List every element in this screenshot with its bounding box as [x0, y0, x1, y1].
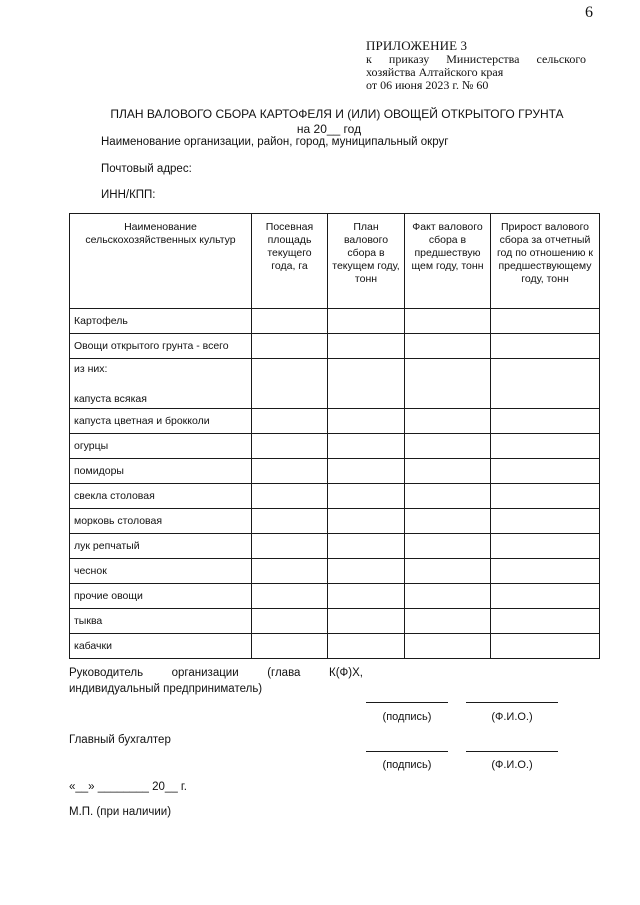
- table-cell[interactable]: [252, 309, 328, 334]
- table-cell[interactable]: [405, 609, 491, 634]
- organization-field-label: Наименование организации, район, город, муниципальный округ: [101, 136, 449, 148]
- row-label: тыква: [70, 609, 252, 634]
- head-word-4: К(Ф)Х,: [329, 667, 363, 679]
- table-cell[interactable]: [252, 584, 328, 609]
- table-cell[interactable]: [252, 334, 328, 359]
- table-cell[interactable]: [405, 534, 491, 559]
- header-crop-name: Наименование сельскохозяйственных культур: [70, 214, 252, 309]
- table-cell[interactable]: [252, 634, 328, 659]
- table-cell[interactable]: [405, 359, 491, 409]
- table-row: [70, 459, 600, 484]
- table-cell[interactable]: [405, 409, 491, 434]
- table-cell[interactable]: [405, 634, 491, 659]
- accountant-name-line[interactable]: [466, 751, 558, 752]
- appendix-ministry-line: хозяйства Алтайского края: [366, 65, 504, 79]
- appendix-date-line: от 06 июня 2023 г. № 60: [366, 78, 489, 92]
- table-cell[interactable]: [491, 409, 600, 434]
- table-cell[interactable]: [491, 484, 600, 509]
- table-cell[interactable]: [328, 609, 405, 634]
- head-of-organization-label: [69, 667, 363, 679]
- row-label: морковь столовая: [70, 509, 252, 534]
- table-row: [70, 509, 600, 534]
- table-row: [70, 559, 600, 584]
- table-cell[interactable]: [405, 484, 491, 509]
- date-line[interactable]: «__» ________ 20__ г.: [69, 781, 187, 793]
- table-cell[interactable]: [252, 409, 328, 434]
- table-cell[interactable]: [328, 309, 405, 334]
- table-cell[interactable]: [328, 584, 405, 609]
- table-row: [70, 609, 600, 634]
- stamp-label: М.П. (при наличии): [69, 806, 172, 818]
- table-cell[interactable]: [252, 359, 328, 409]
- head-name-caption: (Ф.И.О.): [491, 711, 533, 723]
- table-cell[interactable]: [491, 359, 600, 409]
- table-cell[interactable]: [405, 459, 491, 484]
- row-label-group: [70, 359, 252, 409]
- header-planned-harvest: План валового сбора в текущем году, тонн: [328, 214, 405, 309]
- row-label: помидоры: [70, 459, 252, 484]
- row-label: Картофель: [70, 309, 252, 334]
- table-cell[interactable]: [491, 459, 600, 484]
- row-label: капуста всякая: [74, 392, 147, 405]
- table-header-row: [70, 214, 600, 309]
- head-word-1: Руководитель: [69, 667, 144, 679]
- table-cell[interactable]: [328, 634, 405, 659]
- head-of-organization-label-line2: индивидуальный предприниматель): [69, 683, 263, 695]
- table-cell[interactable]: [491, 334, 600, 359]
- appendix-title: ПРИЛОЖЕНИЕ 3: [366, 38, 468, 53]
- table-cell[interactable]: [405, 434, 491, 459]
- table-cell[interactable]: [252, 609, 328, 634]
- table-cell[interactable]: [252, 484, 328, 509]
- row-label: чеснок: [70, 559, 252, 584]
- table-cell[interactable]: [328, 534, 405, 559]
- accountant-signature-line[interactable]: [366, 751, 448, 752]
- row-subheading: из них:: [74, 362, 108, 375]
- table-cell[interactable]: [491, 559, 600, 584]
- table-cell[interactable]: [491, 309, 600, 334]
- document-title-block: [0, 107, 640, 137]
- page-number: 6: [585, 4, 593, 21]
- row-label: кабачки: [70, 634, 252, 659]
- document-year-line: на 20__ год: [296, 122, 362, 136]
- table-cell[interactable]: [252, 459, 328, 484]
- table-cell[interactable]: [491, 634, 600, 659]
- header-sown-area: Посевная площадь текущего года, га: [252, 214, 328, 309]
- table-cell[interactable]: [491, 584, 600, 609]
- table-row: [70, 409, 600, 434]
- table-row: [70, 359, 600, 409]
- table-cell[interactable]: [405, 509, 491, 534]
- document-title: ПЛАН ВАЛОВОГО СБОРА КАРТОФЕЛЯ И (ИЛИ) ОВОЩЕЙ ОТКРЫТОГО ГРУНТА: [110, 107, 564, 121]
- table-cell[interactable]: [405, 309, 491, 334]
- row-label: Овощи открытого грунта - всего: [70, 334, 252, 359]
- table-cell[interactable]: [252, 559, 328, 584]
- table-cell[interactable]: [328, 459, 405, 484]
- table-cell[interactable]: [328, 484, 405, 509]
- table-cell[interactable]: [405, 334, 491, 359]
- accountant-name-caption: (Ф.И.О.): [491, 759, 533, 771]
- row-label: свекла столовая: [70, 484, 252, 509]
- head-word-2: организации: [171, 667, 239, 679]
- row-label: прочие овощи: [70, 584, 252, 609]
- table-cell[interactable]: [405, 559, 491, 584]
- header-previous-harvest: Факт валового сбора в предшествую щем году, тонн: [405, 214, 491, 309]
- table-row: [70, 434, 600, 459]
- table-cell[interactable]: [491, 434, 600, 459]
- table-cell[interactable]: [328, 509, 405, 534]
- table-cell[interactable]: [328, 559, 405, 584]
- table-cell[interactable]: [328, 409, 405, 434]
- table-cell[interactable]: [328, 359, 405, 409]
- row-label: лук репчатый: [70, 534, 252, 559]
- accountant-signature-caption: (подпись): [382, 759, 432, 771]
- appendix-order-line: к приказу Министерства сельского: [366, 52, 586, 66]
- table-cell[interactable]: [328, 334, 405, 359]
- table-row: [70, 584, 600, 609]
- table-row: [70, 334, 600, 359]
- table-row: [70, 484, 600, 509]
- table-row: [70, 309, 600, 334]
- table-cell[interactable]: [491, 509, 600, 534]
- table-cell[interactable]: [252, 509, 328, 534]
- row-label: капуста цветная и брокколи: [70, 409, 252, 434]
- chief-accountant-label: Главный бухгалтер: [69, 734, 171, 746]
- table-row: [70, 634, 600, 659]
- table-cell[interactable]: [491, 609, 600, 634]
- head-name-line[interactable]: [466, 702, 558, 703]
- table-cell[interactable]: [328, 434, 405, 459]
- inn-kpp-label: ИНН/КПП:: [101, 189, 156, 201]
- head-signature-line[interactable]: [366, 702, 448, 703]
- row-label: огурцы: [70, 434, 252, 459]
- head-signature-caption: (подпись): [382, 711, 432, 723]
- head-word-3: (глава: [267, 667, 301, 679]
- header-harvest-growth: Прирост валового сбора за отчетный год по отношению к предшествующему году, тонн: [491, 214, 600, 309]
- harvest-plan-table: [69, 213, 600, 659]
- table-cell[interactable]: [252, 534, 328, 559]
- appendix-header: [366, 38, 586, 92]
- table-cell[interactable]: [491, 534, 600, 559]
- table-cell[interactable]: [405, 584, 491, 609]
- postal-address-label: Почтовый адрес:: [101, 163, 192, 175]
- table-row: [70, 534, 600, 559]
- table-cell[interactable]: [252, 434, 328, 459]
